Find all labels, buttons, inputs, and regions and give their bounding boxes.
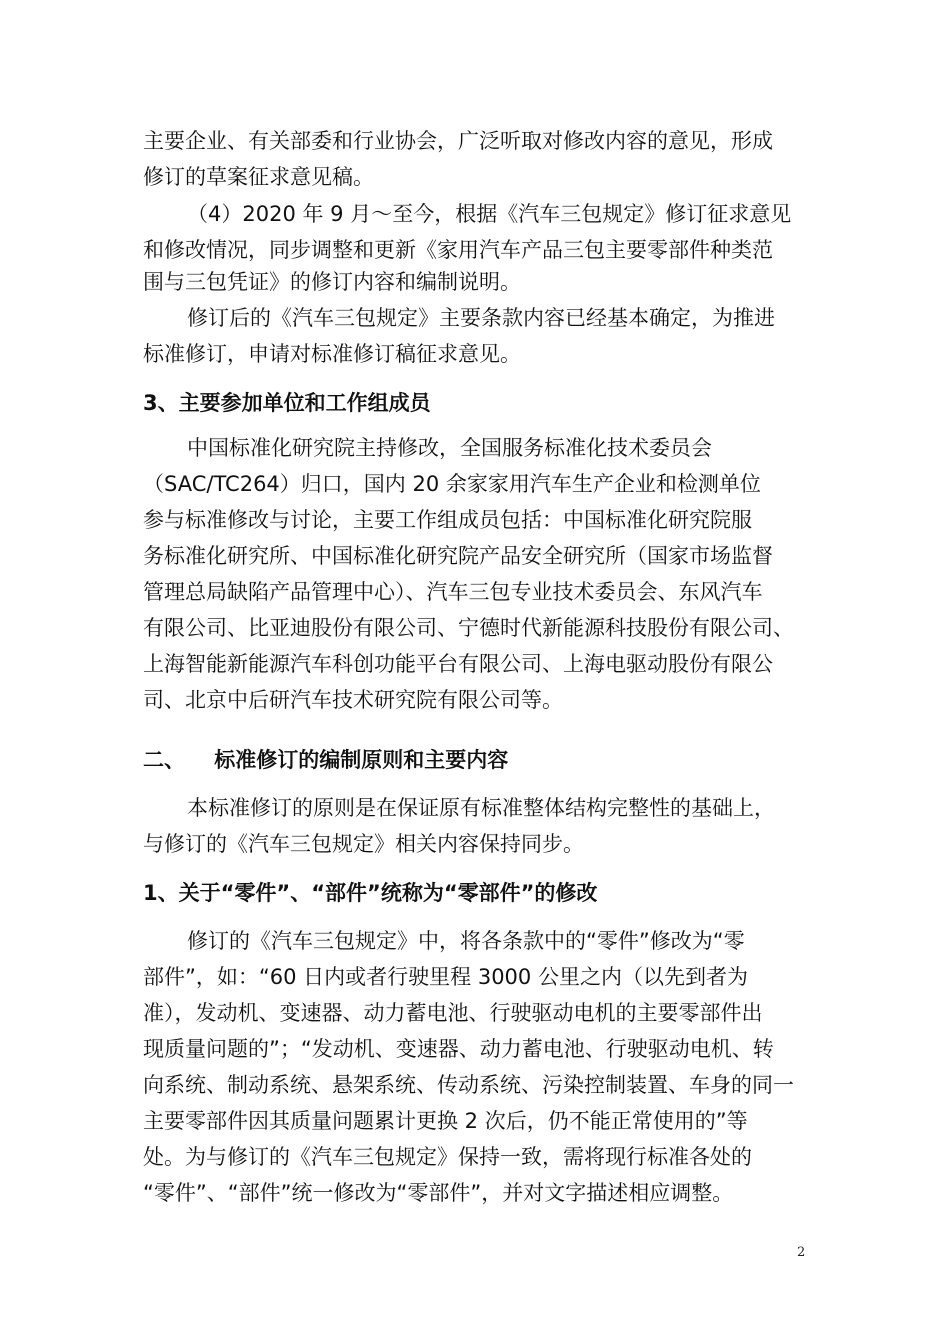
- paragraph-line: 本标准修订的原则是在保证原有标准整体结构完整性的基础上，: [187, 796, 775, 820]
- paragraph-line: 务标准化研究所、中国标准化研究院产品安全研究所（国家市场监督: [143, 544, 773, 568]
- paragraph-line: 处。为与修订的《汽车三包规定》保持一致，需将现行标准各处的: [143, 1145, 752, 1169]
- paragraph-line: （SAC/TC264）归口，国内 20 余家家用汽车生产企业和检测单位: [143, 472, 761, 496]
- paragraph-line: 向系统、制动系统、悬架系统、传动系统、污染控制装置、车身的同一: [143, 1073, 794, 1097]
- paragraph-line: 与修订的《汽车三包规定》相关内容保持同步。: [143, 832, 584, 856]
- paragraph-line: 管理总局缺陷产品管理中心）、汽车三包专业技术委员会、东风汽车: [143, 580, 763, 604]
- paragraph-line: 标准修订，申请对标准修订稿征求意见。: [143, 342, 521, 366]
- page-number: 2: [797, 1245, 806, 1260]
- section-heading: 3、主要参加单位和工作组成员: [143, 391, 431, 415]
- section-heading: 1、关于“零件”、“部件”统称为“零部件”的修改: [143, 881, 598, 905]
- paragraph-line: 部件”，如：“60 日内或者行驶里程 3000 公里之内（以先到者为: [143, 965, 748, 989]
- paragraph-line: 围与三包凭证》的修订内容和编制说明。: [143, 270, 521, 294]
- paragraph-line: 准），发动机、变速器、动力蓄电池、行驶驱动电机的主要零部件出: [143, 1001, 763, 1025]
- paragraph-line: 上海智能新能源汽车科创功能平台有限公司、上海电驱动股份有限公: [143, 652, 773, 676]
- paragraph-line: 和修改情况，同步调整和更新《家用汽车产品三包主要零部件种类范: [143, 238, 773, 262]
- chapter-heading: 二、 标准修订的编制原则和主要内容: [143, 748, 509, 772]
- paragraph-line: 参与标准修改与讨论，主要工作组成员包括：中国标准化研究院服: [143, 508, 752, 532]
- paragraph-line: 有限公司、比亚迪股份有限公司、宁德时代新能源科技股份有限公司、: [143, 616, 794, 640]
- paragraph-line: “零件”、“部件”统一修改为“零部件”，并对文字描述相应调整。: [143, 1181, 734, 1205]
- paragraph-line: 中国标准化研究院主持修改，全国服务标准化技术委员会: [187, 436, 712, 460]
- paragraph-line: （4）2020 年 9 月～至今，根据《汽车三包规定》修订征求意见: [187, 202, 792, 226]
- paragraph-line: 主要零部件因其质量问题累计更换 2 次后，仍不能正常使用的”等: [143, 1109, 748, 1133]
- paragraph-line: 司、北京中后研汽车技术研究院有限公司等。: [143, 688, 563, 712]
- paragraph-line: 修订的草案征求意见稿。: [143, 165, 374, 189]
- paragraph-line: 修订的《汽车三包规定》中，将各条款中的“零件”修改为“零: [187, 929, 745, 953]
- paragraph-line: 主要企业、有关部委和行业协会，广泛听取对修改内容的意见，形成: [143, 129, 773, 153]
- paragraph-line: 修订后的《汽车三包规定》主要条款内容已经基本确定，为推进: [187, 306, 775, 330]
- paragraph-line: 现质量问题的”；“发动机、变速器、动力蓄电池、行驶驱动电机、转: [143, 1037, 774, 1061]
